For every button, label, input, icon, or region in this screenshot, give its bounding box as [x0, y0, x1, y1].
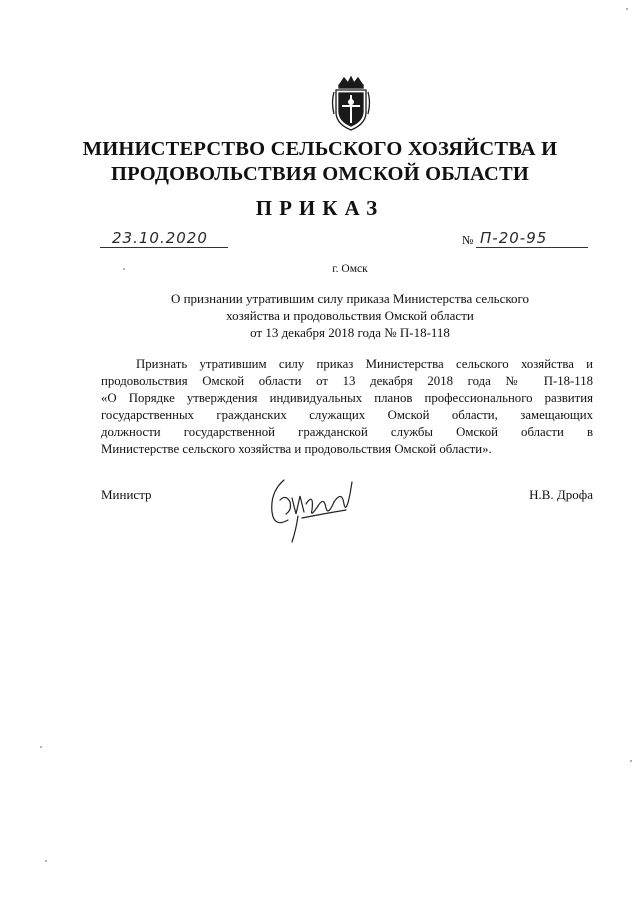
scan-speck — [123, 268, 125, 270]
body-line: государственных гражданских служащих Омской области, замещающих — [101, 408, 593, 422]
body-line: Министерстве сельского хозяйства и продовольствия Омской области». — [101, 442, 492, 456]
order-number-label: № — [462, 233, 474, 247]
coat-of-arms-icon — [330, 76, 372, 132]
date-underline — [100, 247, 228, 248]
number-underline — [476, 247, 588, 248]
scan-speck — [45, 860, 47, 862]
body-line: Признать утратившим силу приказ Министерства сельского хозяйства и — [136, 357, 593, 371]
scan-speck — [630, 760, 632, 762]
body-line: должности государственной гражданской службы Омской области в — [101, 425, 593, 439]
scan-speck — [626, 8, 628, 10]
body-line: «О Порядке утверждения индивидуальных планов профессионального развития — [101, 391, 593, 405]
scan-speck — [40, 746, 42, 748]
handwritten-signature-icon — [262, 470, 362, 548]
subject-line: О признании утратившим силу приказа Министерства сельского — [170, 291, 530, 306]
body-line: продовольствия Омской области от 13 декабря 2018 года № П-18-118 — [101, 374, 593, 388]
ministry-name-line-2: ПРОДОВОЛЬСТВИЯ ОМСКОЙ ОБЛАСТИ — [110, 163, 529, 185]
order-date: 23.10.2020 — [112, 229, 208, 247]
city-label: г. Омск — [332, 263, 368, 275]
signatory-name: Н.В. Дрофа — [529, 487, 593, 502]
subject-line: от 13 декабря 2018 года № П-18-118 — [250, 325, 450, 340]
signatory-title: Министр — [101, 487, 152, 502]
subject-line: хозяйства и продовольствия Омской области — [226, 308, 474, 323]
order-number: П-20-95 — [480, 229, 548, 247]
order-title: ПРИКАЗ — [255, 196, 385, 220]
ministry-name-line-1: МИНИСТЕРСТВО СЕЛЬСКОГО ХОЗЯЙСТВА И — [82, 138, 558, 160]
